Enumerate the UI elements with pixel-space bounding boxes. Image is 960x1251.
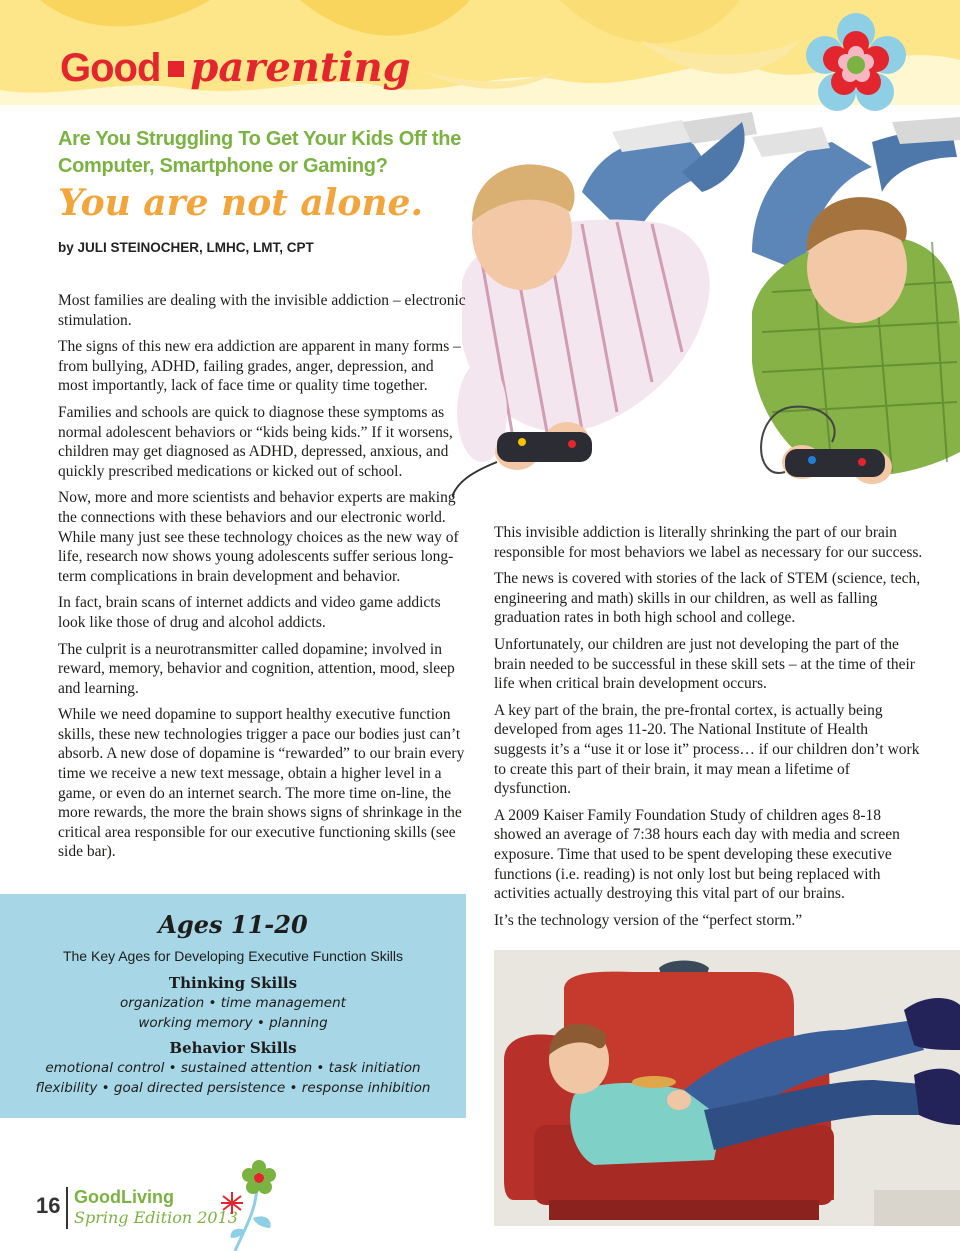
section-word-parenting: parenting xyxy=(190,44,411,91)
sidebar-title: Ages 11-20 xyxy=(158,910,308,939)
right-paragraph: A key part of the brain, the pre-frontal cortex, is actually being developed from ages 11-20. The National Institute of Health suggests it’s a “use it or lose it” process… if our children don’t work to create this part of their brain, it may mean a lifetime of dysfunction. xyxy=(494,701,920,798)
article-column-right xyxy=(494,523,924,937)
right-paragraph: Unfortunately, our children are just not developing the part of the brain needed to be successful in these skill sets – at the time of their life when critical brain development occurs. xyxy=(494,635,915,693)
article-headline: Are You Struggling To Get Your Kids Off the Computer, Smartphone or Gaming? xyxy=(58,128,462,177)
left-paragraph: Families and schools are quick to diagnose these symptoms as normal adolescent behaviors or “kids being kids.” If it worsens, children may get diagnosed as ADHD, depressed, anxious, and quickly prescribed medications or kicked out of school. xyxy=(58,403,453,480)
section-word-good: Good xyxy=(60,46,161,90)
right-paragraph: A 2009 Kaiser Family Foundation Study of children ages 8-18 showed an average of 7:38 hours each day with media and screen exposure. Time that used to be spent developing these executive functions (i.e. reading) is not only lost but being replaced with activities actually destroying this vital part of our brains. xyxy=(494,806,900,903)
left-paragraph: The culprit is a neurotransmitter called dopamine; involved in reward, memory, behavior and cognition, attention, mood, sleep and learning. xyxy=(58,640,455,697)
section-header xyxy=(60,44,411,104)
sidebar-thinking-line: organization • time management xyxy=(120,995,346,1011)
footer-divider xyxy=(66,1187,68,1229)
right-paragraph: This invisible addiction is literally shrinking the part of our brain responsible for most behaviors we label as necessary for our success. xyxy=(494,524,923,561)
photo-boy-armchair xyxy=(494,950,960,1226)
left-paragraph: Most families are dealing with the invisible addiction – electronic stimulation. xyxy=(58,292,466,329)
sidebar-behavior-heading: Behavior Skills xyxy=(169,1039,297,1057)
left-paragraph: While we need dopamine to support healthy executive function skills, these new technologies trigger a pace our bodies just can’t absorb. A new dose of dopamine is “rewarded” to our brain every time we receive a new text message, obtain a higher level in a game, or even do an internet search. The more time on-line, the more rewards, the more the brain shows signs of shrinkage in the critical area responsible for our executive functioning skills (see side bar). xyxy=(58,706,465,861)
article-byline: by JULI STEINOCHER, LMHC, LMT, CPT xyxy=(58,240,314,255)
sidebar-thinking-line: working memory • planning xyxy=(138,1015,328,1031)
flower-logo-icon xyxy=(803,12,909,118)
right-paragraph: It’s the technology version of the “perfect storm.” xyxy=(494,911,803,929)
left-paragraph: In fact, brain scans of internet addicts and video game addicts look like those of drug and alcohol addicts. xyxy=(58,594,441,631)
right-paragraph: The news is covered with stories of the lack of STEM (science, tech, engineering and math) skills in our children, as well as falling graduation rates in both high school and college. xyxy=(494,570,921,627)
article-column-left xyxy=(58,291,466,869)
edition-name: Spring Edition 2013 xyxy=(74,1208,238,1227)
footer-flower-icon xyxy=(215,1158,285,1251)
sidebar-box xyxy=(0,894,466,1118)
sidebar-subtitle: The Key Ages for Developing Executive Function Skills xyxy=(62,948,404,964)
sidebar-behavior-line: emotional control • sustained attention • task initiation xyxy=(45,1060,421,1076)
photo-boys-gaming xyxy=(452,112,960,504)
sidebar-thinking-heading: Thinking Skills xyxy=(168,974,298,992)
magazine-name: GoodLiving xyxy=(74,1187,174,1207)
sidebar-behavior-line: flexibility • goal directed persistence • response inhibition xyxy=(35,1080,431,1096)
header-square-icon xyxy=(168,61,184,77)
left-paragraph: Now, more and more scientists and behavior experts are making the connections with these behaviors and our electronic world. While many just see these technology choices as the new way of life, research now shows young adolescents suffer serious long-term complications in brain development and behavior. xyxy=(58,489,459,585)
left-paragraph: The signs of this new era addiction are apparent in many forms – from bullying, ADHD, failing grades, anger, depression, and most importantly, lack of face time or quality time together. xyxy=(58,338,461,395)
page-number: 16 xyxy=(36,1193,61,1218)
article-tagline: You are not alone. xyxy=(58,182,423,224)
